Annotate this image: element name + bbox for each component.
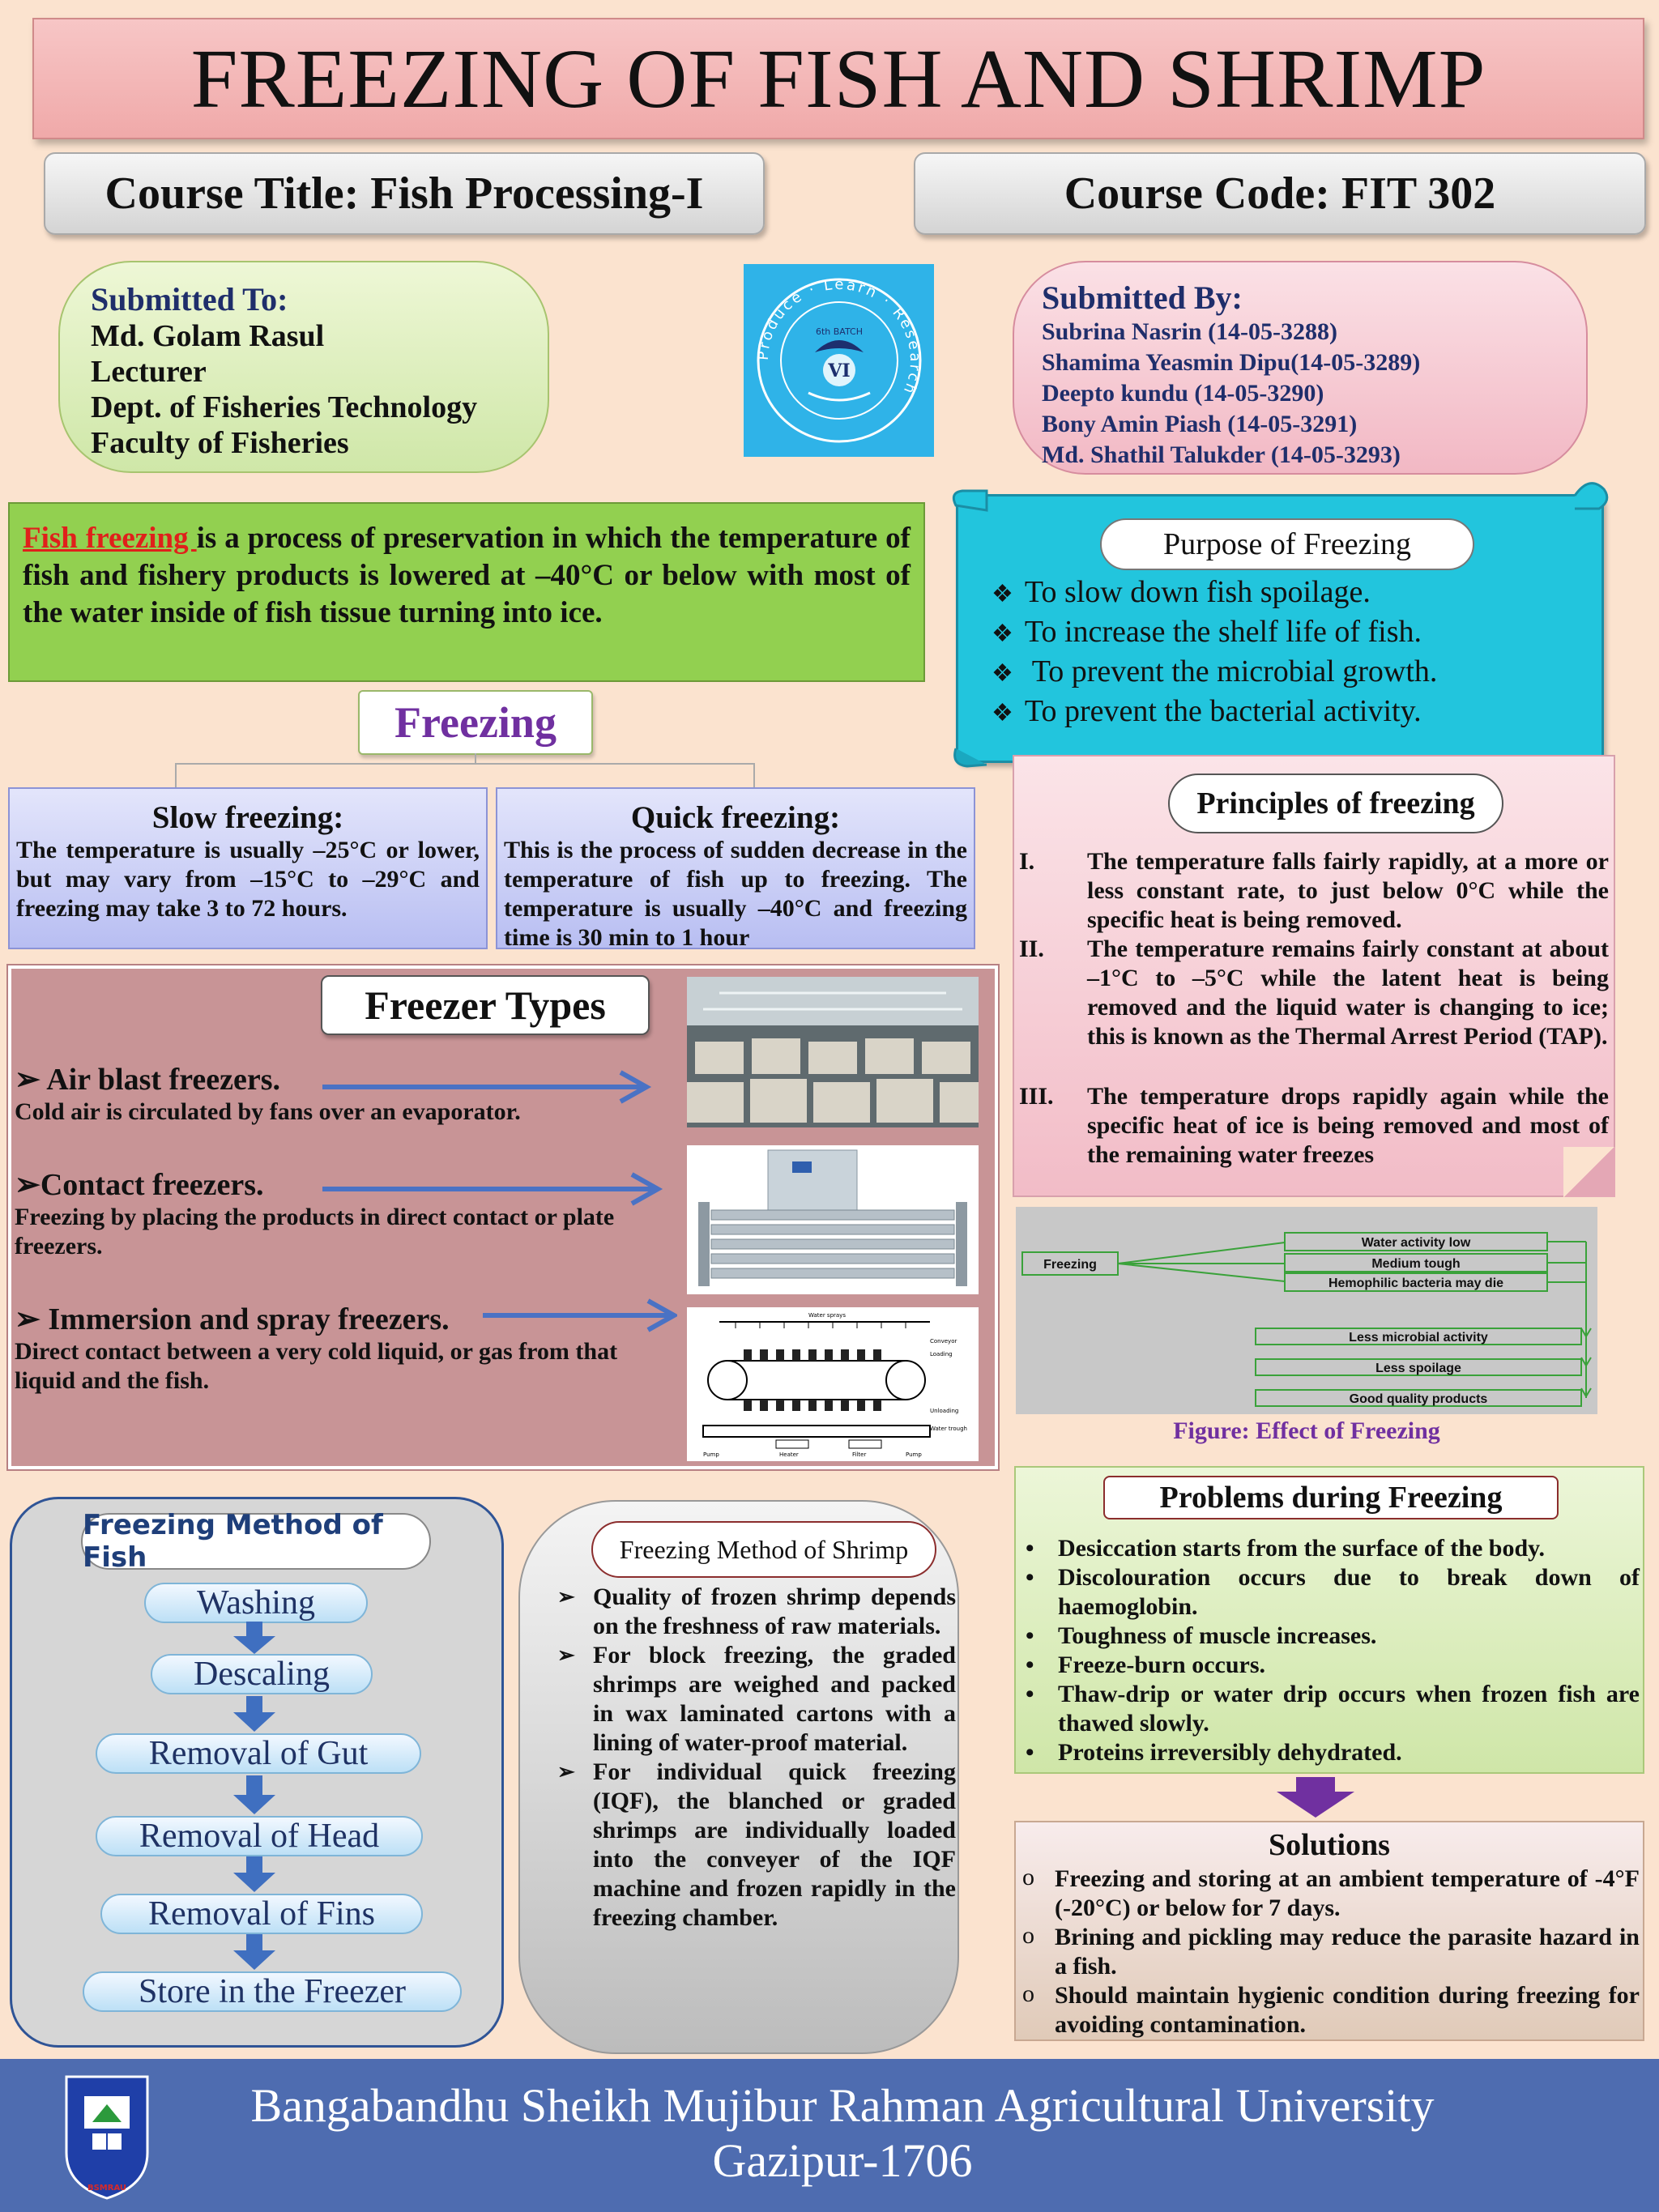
definition-text: is a process of preservation in which the temperature of fish and fishery products is lowered at –40°C or below with most of the water inside of fish tissue turning into ice. — [23, 522, 911, 629]
logo-text: BSMRAU — [87, 2184, 127, 2193]
principle-text: The temperature remains fairly constant at about –1°C to –5°C while the latent heat is being removed and the liquid water is changing to ice; this is known as the Thermal Arrest Period (TAP). — [1087, 936, 1609, 1050]
effect-direct-1: Water activity low — [1361, 1236, 1471, 1250]
diagram-label: Water sprays — [808, 1312, 846, 1319]
member-3: Deepto kundu (14-05-3290) — [1042, 380, 1324, 407]
effect-source: Freezing — [1043, 1258, 1097, 1272]
purpose-item: ❖ To slow down fish spoilage. — [992, 573, 1437, 613]
effect-direct-2: Medium tough — [1371, 1257, 1461, 1271]
diagram-label: Unloading — [930, 1408, 959, 1414]
fish-step-arrows — [232, 1622, 280, 1978]
purpose-list — [992, 573, 1437, 732]
principle-number: I. — [1019, 848, 1035, 875]
problems-heading-text: Problems during Freezing — [1159, 1481, 1503, 1515]
fish-step-label: Descaling — [194, 1656, 330, 1693]
principle-text: The temperature drops rapidly again while the specific heat of ice is being removed and most of the remaining water freezes — [1087, 1083, 1609, 1168]
definition-box — [8, 502, 925, 682]
principle-number: III. — [1019, 1083, 1054, 1110]
course-code-box — [914, 152, 1646, 235]
down-arrow-icon — [233, 1934, 275, 1970]
university-logo — [60, 2072, 154, 2201]
member-2: Shamima Yeasmin Dipu(14-05-3289) — [1042, 349, 1421, 376]
supervisor-name: Md. Golam Rasul — [91, 319, 325, 353]
slow-freezing-heading: Slow freezing: — [151, 800, 344, 835]
purpose-item: ❖ To prevent the bacterial activity. — [992, 693, 1437, 732]
supervisor-dept: Dept. of Fisheries Technology — [91, 390, 478, 424]
logo-ring-text: Produce · Learn · Research — [754, 275, 923, 399]
shrimp-method-item: ➢ For individual quick freezing (IQF), the blanched or graded shrimps are individually loaded into the conveyer of the IQF machine and frozen rapidly in the freezing chamber. — [556, 1758, 956, 1933]
definition-term: Fish freezing — [23, 522, 197, 555]
solution-item: o Should maintain hygienic condition during freezing for avoiding contamination. — [1019, 1981, 1640, 2039]
purpose-heading-text: Purpose of Freezing — [1162, 527, 1412, 561]
connector-bracket — [175, 763, 755, 787]
fish-step-label: Removal of Fins — [148, 1895, 375, 1933]
member-4: Bony Amin Piash (14-05-3291) — [1042, 411, 1358, 437]
member-1: Subrina Nasrin (14-05-3288) — [1042, 318, 1338, 345]
problem-item: • Discolouration occurs due to break down of haemoglobin. — [1022, 1563, 1640, 1622]
shrimp-method-item: ➢ For block freezing, the graded shrimps are weighed and packed in wax laminated cartons with a lining of water-proof material. — [556, 1641, 956, 1758]
down-arrow-icon — [233, 1775, 275, 1814]
diagram-label: Pump — [906, 1451, 922, 1458]
supervisor-faculty: Faculty of Fisheries — [91, 426, 349, 460]
freezer-type-name: ➢ Immersion and spray freezers. — [15, 1302, 450, 1336]
purpose-item: ❖ To increase the shelf life of fish. — [992, 613, 1437, 653]
fish-step-label: Removal of Gut — [148, 1735, 369, 1772]
solutions-heading: Solutions — [1269, 1828, 1390, 1862]
slow-freezing-text: The temperature is usually –25°C or lower, but may vary from –15°C to –29°C and freezing may take 3 to 72 hours. — [16, 837, 480, 922]
diagram-label: Water trough — [930, 1426, 967, 1432]
freezer-types-heading-text: Freezer Types — [365, 982, 606, 1028]
freezer-arrows — [321, 1069, 677, 1345]
diagram-label: Conveyor — [930, 1338, 957, 1345]
effect-of-freezing-figure — [1016, 1207, 1597, 1414]
problem-item: • Thaw-drip or water drip occurs when frozen fish are thawed slowly. — [1022, 1680, 1640, 1738]
effect-result-3: Good quality products — [1349, 1392, 1488, 1406]
course-title-box — [44, 152, 765, 235]
problems-heading — [1103, 1476, 1559, 1519]
principle-item — [1019, 935, 1610, 1080]
course-title: Course Title: Fish Processing-I — [104, 168, 704, 219]
diagram-label: Filter — [852, 1451, 867, 1458]
fish-step-label: Store in the Freezer — [138, 1973, 407, 2010]
diagram-label: Loading — [930, 1351, 953, 1357]
freezer-type-desc: Direct contact between a very cold liquid, or gas from that liquid and the fish. — [15, 1338, 618, 1394]
problem-item: • Freeze-burn occurs. — [1022, 1651, 1640, 1680]
freezer-type-desc: Cold air is circulated by fans over an evaporator. — [15, 1098, 521, 1125]
freezing-label — [358, 690, 593, 755]
fish-method-heading-text: Freezing Method of Fish — [83, 1509, 383, 1574]
down-arrow-icon — [233, 1622, 275, 1654]
effect-result-1: Less microbial activity — [1349, 1331, 1488, 1345]
batch-seal-icon — [750, 271, 928, 450]
purpose-heading — [1100, 518, 1474, 570]
submitted-by-box — [1013, 261, 1588, 475]
problem-item: • Proteins irreversibly dehydrated. — [1022, 1738, 1640, 1767]
effect-caption: Figure: Effect of Freezing — [1173, 1417, 1440, 1444]
member-5: Md. Shathil Talukder (14-05-3293) — [1042, 441, 1401, 468]
solutions-list — [1019, 1865, 1640, 2039]
fish-step — [144, 1583, 368, 1623]
problem-item: • Desiccation starts from the surface of the body. — [1022, 1534, 1640, 1563]
freezer-type-name: ➢Contact freezers. — [15, 1168, 264, 1202]
quick-freezing-heading: Quick freezing: — [630, 800, 841, 835]
university-name: Bangabandhu Sheikh Mujibur Rahman Agricultural University — [250, 2079, 1435, 2132]
principle-text: The temperature falls fairly rapidly, at a more or less constant rate, to just below 0°C while the specific heat is being removed. — [1087, 848, 1609, 933]
freezer-types-heading — [321, 975, 650, 1035]
shrimp-method-heading — [591, 1521, 936, 1578]
shrimp-method-item: ➢ Quality of frozen shrimp depends on the freshness of raw materials. — [556, 1583, 956, 1641]
principles-heading — [1168, 774, 1503, 833]
batch-logo — [744, 264, 934, 457]
problem-item: • Toughness of muscle increases. — [1022, 1622, 1640, 1651]
shrimp-method-list — [556, 1583, 956, 1933]
freezer-type-desc: Freezing by placing the products in direct contact or plate freezers. — [15, 1204, 615, 1259]
air-blast-freezer-photo — [687, 977, 979, 1127]
solution-item: o Brining and pickling may reduce the parasite hazard in a fish. — [1019, 1923, 1640, 1981]
submitted-to-box — [58, 261, 549, 473]
principle-item — [1019, 847, 1610, 936]
course-code: Course Code: FIT 302 — [1064, 168, 1496, 219]
shrimp-method-heading-text: Freezing Method of Shrimp — [619, 1534, 909, 1564]
logo-batch: 6th BATCH — [815, 326, 863, 337]
freezing-label-text: Freezing — [394, 698, 557, 747]
problems-list — [1022, 1534, 1640, 1767]
submitted-by-heading: Submitted By: — [1042, 279, 1243, 316]
down-arrow-icon — [233, 1696, 275, 1732]
poster-title-banner — [32, 18, 1644, 139]
diagram-label: Heater — [779, 1451, 799, 1458]
fish-step-label: Removal of Head — [139, 1818, 380, 1855]
purpose-item: ❖ To prevent the microbial growth. — [992, 653, 1437, 693]
quick-freezing-text: This is the process of sudden decrease in the temperature of fish up to freezing. The temperature is usually –40°C and freezing time is 30 min to 1 hour — [504, 837, 967, 951]
down-arrow-icon — [233, 1856, 275, 1892]
contact-freezer-photo — [687, 1145, 979, 1294]
principle-number: II. — [1019, 936, 1044, 962]
quick-freezing-box — [496, 787, 975, 949]
footer-text — [146, 2078, 1539, 2189]
principles-heading-text: Principles of freezing — [1196, 786, 1475, 820]
fish-method-heading — [81, 1509, 431, 1574]
effect-result-2: Less spoilage — [1375, 1362, 1461, 1375]
effect-direct-3: Hemophilic bacteria may die — [1328, 1276, 1504, 1290]
logo-center: VI — [827, 360, 851, 381]
university-location: Gazipur-1706 — [712, 2134, 973, 2187]
submitted-to-heading: Submitted To: — [91, 281, 288, 318]
supervisor-title: Lecturer — [91, 355, 207, 389]
down-arrow-icon — [1277, 1777, 1354, 1818]
immersion-freezer-diagram — [687, 1307, 979, 1461]
diagram-label: Pump — [703, 1451, 719, 1458]
poster-title: FREEZING OF FISH AND SHRIMP — [190, 32, 1486, 126]
principle-item — [1019, 1082, 1610, 1171]
slow-freezing-box — [8, 787, 488, 949]
freezer-type-name: ➢ Air blast freezers. — [15, 1063, 281, 1097]
solution-item: o Freezing and storing at an ambient temperature of -4°F (-20°C) or below for 7 days. — [1019, 1865, 1640, 1923]
fish-step-label: Washing — [197, 1584, 315, 1622]
